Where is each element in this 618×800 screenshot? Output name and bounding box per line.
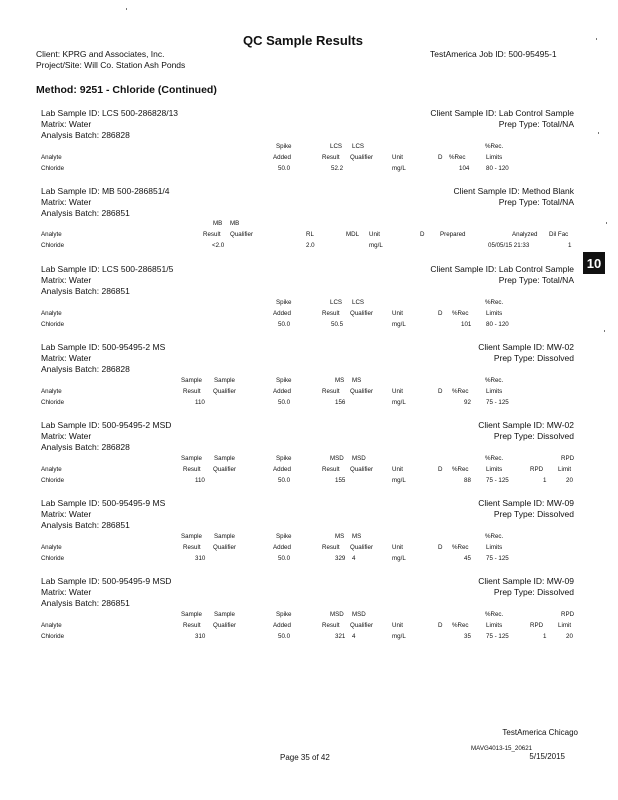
analysis-batch: Analysis Batch: 286851 (41, 520, 130, 530)
col-header: Spike (276, 533, 292, 540)
scan-speck (126, 8, 127, 10)
col-header: Spike (276, 143, 292, 150)
lab-sample-id: Lab Sample ID: 500-95495-2 MSD (41, 420, 172, 430)
method-heading: Method: 9251 - Chloride (Continued) (36, 84, 217, 96)
percent-rec: 92 (464, 399, 471, 406)
col-header: Sample (214, 611, 235, 618)
dil-fac: 1 (568, 242, 572, 249)
col-header: MS (352, 377, 362, 384)
col-header: MB (213, 220, 223, 227)
spike-added: 50.0 (278, 555, 291, 562)
col-header: Qualifier (213, 388, 237, 395)
col-header: D (420, 231, 425, 238)
section-tab-badge: 10 (583, 252, 605, 274)
col-header: RL (306, 231, 314, 238)
qualifier: 4 (352, 555, 356, 562)
spike-added: 50.0 (278, 321, 291, 328)
col-header: Analyte (41, 544, 62, 551)
col-header: RPD (530, 622, 544, 629)
result: 321 (335, 633, 346, 640)
lab-sample-id: Lab Sample ID: 500-95495-9 MSD (41, 576, 172, 586)
col-header: Sample (181, 377, 202, 384)
col-header: MSD (330, 611, 344, 618)
percent-rec: 35 (464, 633, 471, 640)
matrix: Matrix: Water (41, 275, 92, 285)
prep-type: Prep Type: Dissolved (493, 431, 574, 441)
scan-speck (606, 222, 607, 224)
rpd-limit: 20 (566, 477, 573, 484)
lab-sample-id: Lab Sample ID: LCS 500-286851/5 (41, 264, 174, 274)
unit: mg/L (392, 555, 406, 562)
spike-added: 50.0 (278, 165, 291, 172)
col-header: RPD (561, 455, 575, 462)
client-sample-id: Client Sample ID: MW-09 (478, 498, 574, 508)
client-sample-id: Client Sample ID: MW-09 (478, 576, 574, 586)
col-header: RPD (530, 466, 544, 473)
col-header: Spike (276, 299, 292, 306)
col-header: Limits (486, 466, 503, 473)
client-sample-id: Client Sample ID: MW-02 (478, 420, 574, 430)
prep-type: Prep Type: Total/NA (498, 119, 574, 129)
col-header: Unit (392, 388, 404, 395)
col-header: D (438, 310, 443, 317)
prep-type: Prep Type: Total/NA (498, 275, 574, 285)
col-header: Limit (558, 622, 572, 629)
col-header: Limits (486, 544, 503, 551)
analyte: Chloride (41, 633, 65, 640)
analyte: Chloride (41, 555, 65, 562)
client-line: Client: KPRG and Associates, Inc. (36, 49, 165, 59)
percent-rec: 88 (464, 477, 471, 484)
col-header: Analyte (41, 154, 62, 161)
page-title: QC Sample Results (243, 33, 363, 48)
col-header: Qualifier (213, 466, 237, 473)
col-header: Spike (276, 611, 292, 618)
col-header: Qualifier (213, 544, 237, 551)
col-header: Analyzed (512, 231, 538, 238)
col-header: D (438, 388, 443, 395)
prep-type: Prep Type: Total/NA (498, 197, 574, 207)
col-header: Unit (392, 466, 404, 473)
col-header: %Rec (452, 544, 469, 551)
col-header: Limits (486, 388, 503, 395)
job-id: TestAmerica Job ID: 500-95495-1 (430, 49, 557, 59)
matrix: Matrix: Water (41, 119, 92, 129)
rpd: 1 (543, 633, 547, 640)
footer-page-number: Page 35 of 42 (280, 753, 330, 762)
col-header: Result (322, 154, 340, 161)
rpd: 1 (543, 477, 547, 484)
lab-sample-id: Lab Sample ID: LCS 500-286828/13 (41, 108, 179, 118)
col-header: %Rec. (485, 455, 504, 462)
col-header: Added (273, 466, 291, 473)
unit: mg/L (392, 165, 406, 172)
unit: mg/L (392, 399, 406, 406)
col-header: Qualifier (350, 388, 374, 395)
col-header: Qualifier (230, 231, 254, 238)
lab-sample-id: Lab Sample ID: 500-95495-9 MS (41, 498, 166, 508)
analyte: Chloride (41, 242, 65, 249)
col-header: Limits (486, 622, 503, 629)
col-header: MS (352, 533, 362, 540)
qualifier: 4 (352, 633, 356, 640)
sample-result: 310 (195, 555, 206, 562)
analyzed: 05/05/15 21:33 (488, 242, 530, 249)
col-header: Result (322, 466, 340, 473)
col-header: %Rec. (485, 611, 504, 618)
sample-result: 110 (195, 399, 205, 406)
col-header: Result (322, 310, 340, 317)
scan-speck (596, 38, 597, 40)
col-header: Spike (276, 455, 292, 462)
col-header: Sample (181, 611, 202, 618)
col-header: LCS (352, 143, 365, 150)
col-header: Analyte (41, 231, 62, 238)
analyte: Chloride (41, 321, 65, 328)
limits: 80 - 120 (486, 321, 509, 328)
sample-result: 110 (195, 477, 205, 484)
col-header: %Rec. (485, 533, 504, 540)
col-header: Unit (392, 622, 404, 629)
col-header: D (438, 622, 443, 629)
col-header: LCS (352, 299, 365, 306)
footer-form-id: MAVG4013-15_20621 (471, 745, 533, 752)
col-header: Spike (276, 377, 292, 384)
col-header: MSD (352, 455, 366, 462)
matrix: Matrix: Water (41, 509, 92, 519)
unit: mg/L (369, 242, 383, 249)
unit: mg/L (392, 321, 406, 328)
analysis-batch: Analysis Batch: 286851 (41, 208, 130, 218)
lab-sample-id: Lab Sample ID: 500-95495-2 MS (41, 342, 166, 352)
col-header: Result (183, 622, 201, 629)
col-header: Sample (214, 533, 235, 540)
sample-result: 310 (195, 633, 206, 640)
col-header: Added (273, 544, 291, 551)
col-header: Sample (214, 455, 235, 462)
result: 156 (335, 399, 346, 406)
col-header: RPD (561, 611, 575, 618)
col-header: Sample (181, 533, 202, 540)
analysis-batch: Analysis Batch: 286828 (41, 364, 130, 374)
result: 52.2 (331, 165, 344, 172)
matrix: Matrix: Water (41, 197, 92, 207)
col-header: Sample (181, 455, 202, 462)
percent-rec: 101 (461, 321, 472, 328)
footer-lab-name: TestAmerica Chicago (502, 728, 578, 737)
analyte: Chloride (41, 399, 65, 406)
col-header: Analyte (41, 622, 62, 629)
col-header: MS (335, 533, 345, 540)
col-header: %Rec. (485, 377, 504, 384)
footer-date: 5/15/2015 (529, 752, 565, 761)
analyte: Chloride (41, 165, 65, 172)
col-header: Result (183, 466, 201, 473)
col-header: Analyte (41, 388, 62, 395)
prep-type: Prep Type: Dissolved (493, 353, 574, 363)
col-header: LCS (330, 143, 343, 150)
client-sample-id: Client Sample ID: Lab Control Sample (430, 264, 574, 274)
col-header: Added (273, 310, 291, 317)
col-header: Unit (392, 154, 404, 161)
col-header: MB (230, 220, 240, 227)
col-header: Result (322, 388, 340, 395)
col-header: Qualifier (213, 622, 237, 629)
col-header: Limits (486, 310, 503, 317)
percent-rec: 45 (464, 555, 471, 562)
limits: 75 - 125 (486, 399, 509, 406)
col-header: Analyte (41, 466, 62, 473)
percent-rec: 104 (459, 165, 470, 172)
col-header: Result (183, 388, 201, 395)
limits: 75 - 125 (486, 477, 509, 484)
col-header: Result (322, 622, 340, 629)
col-header: Sample (214, 377, 235, 384)
client-sample-id: Client Sample ID: Method Blank (453, 186, 574, 196)
col-header: D (438, 466, 443, 473)
spike-added: 50.0 (278, 477, 291, 484)
scan-speck (604, 330, 605, 332)
prep-type: Prep Type: Dissolved (493, 509, 574, 519)
col-header: MS (335, 377, 345, 384)
analyte: Chloride (41, 477, 65, 484)
spike-added: 50.0 (278, 399, 291, 406)
client-sample-id: Client Sample ID: MW-02 (478, 342, 574, 352)
analysis-batch: Analysis Batch: 286851 (41, 286, 130, 296)
col-header: Limit (558, 466, 572, 473)
col-header: %Rec. (485, 299, 504, 306)
col-header: Result (203, 231, 221, 238)
col-header: LCS (330, 299, 343, 306)
col-header: Dil Fac (549, 231, 569, 238)
limits: 75 - 125 (486, 555, 509, 562)
matrix: Matrix: Water (41, 587, 92, 597)
col-header: Qualifier (350, 154, 374, 161)
unit: mg/L (392, 477, 406, 484)
col-header: D (438, 154, 443, 161)
col-header: MDL (346, 231, 360, 238)
analysis-batch: Analysis Batch: 286851 (41, 598, 130, 608)
result: <2.0 (212, 242, 225, 249)
col-header: Added (273, 622, 291, 629)
col-header: MSD (330, 455, 344, 462)
prep-type: Prep Type: Dissolved (493, 587, 574, 597)
limits: 80 - 120 (486, 165, 509, 172)
col-header: Unit (392, 310, 404, 317)
col-header: Added (273, 154, 291, 161)
col-header: Qualifier (350, 466, 374, 473)
col-header: Unit (369, 231, 381, 238)
rpd-limit: 20 (566, 633, 573, 640)
col-header: Prepared (440, 231, 466, 238)
limits: 75 - 125 (486, 633, 509, 640)
col-header: %Rec (452, 466, 469, 473)
reporting-limit: 2.0 (306, 242, 315, 249)
analysis-batch: Analysis Batch: 286828 (41, 130, 130, 140)
result: 50.5 (331, 321, 344, 328)
col-header: %Rec (452, 622, 469, 629)
col-header: Analyte (41, 310, 62, 317)
col-header: Result (322, 544, 340, 551)
col-header: %Rec (452, 388, 469, 395)
result: 329 (335, 555, 346, 562)
col-header: D (438, 544, 443, 551)
col-header: Limits (486, 154, 503, 161)
col-header: %Rec (449, 154, 466, 161)
lab-sample-id: Lab Sample ID: MB 500-286851/4 (41, 186, 170, 196)
col-header: Qualifier (350, 310, 374, 317)
col-header: Result (183, 544, 201, 551)
client-sample-id: Client Sample ID: Lab Control Sample (430, 108, 574, 118)
col-header: Qualifier (350, 622, 374, 629)
unit: mg/L (392, 633, 406, 640)
project-line: Project/Site: Will Co. Station Ash Ponds (36, 60, 186, 70)
result: 155 (335, 477, 346, 484)
matrix: Matrix: Water (41, 353, 92, 363)
spike-added: 50.0 (278, 633, 291, 640)
col-header: Qualifier (350, 544, 374, 551)
col-header: %Rec. (485, 143, 504, 150)
matrix: Matrix: Water (41, 431, 92, 441)
scan-speck (598, 132, 599, 134)
col-header: MSD (352, 611, 366, 618)
col-header: Added (273, 388, 291, 395)
col-header: Unit (392, 544, 404, 551)
col-header: %Rec (452, 310, 469, 317)
analysis-batch: Analysis Batch: 286828 (41, 442, 130, 452)
